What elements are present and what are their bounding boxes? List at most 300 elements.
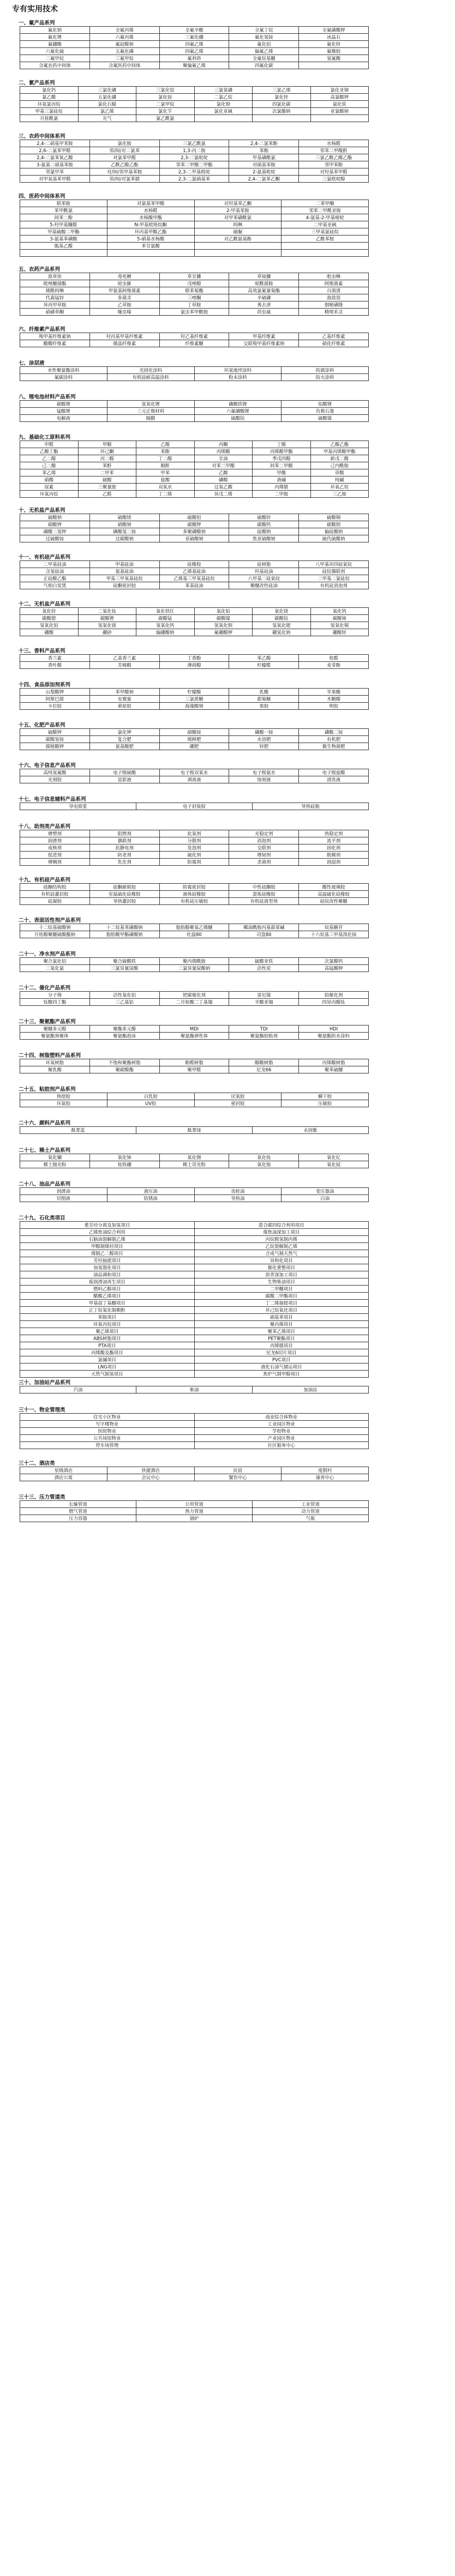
- table-cell: 羟乙基纤维素: [159, 333, 229, 340]
- table-row: [20, 689, 369, 696]
- table-row: [20, 147, 369, 154]
- table-cell: 甲基硅油: [89, 561, 159, 568]
- section-title: 二十六、颜料产品系列: [19, 1120, 71, 1126]
- table-cell: 对硝基苯胺: [229, 161, 299, 168]
- table-row: [20, 94, 369, 101]
- table-cell: 硼酸锌: [310, 629, 369, 636]
- table-cell: 硝酸钾: [20, 521, 90, 528]
- table-cell: 氯化铁: [310, 101, 369, 108]
- product-table: [20, 1126, 369, 1134]
- table-cell: 丁二烯: [136, 491, 195, 498]
- table-cell: 热熔胶: [20, 1093, 107, 1100]
- table-cell: 磷酸氢二铵: [89, 528, 159, 535]
- table-row: [20, 115, 369, 122]
- table-cell: 高氯酸钾: [310, 94, 369, 101]
- page-title: 专有实用技术: [12, 5, 58, 14]
- table-cell: 烯酰吗啉: [20, 287, 90, 294]
- table-cell: 氢氧化钙: [136, 622, 195, 629]
- table-cell: 丙烯腈: [253, 484, 311, 491]
- section-title: 十三、香料产品系列: [19, 648, 65, 654]
- table-cell: 活性氧化铝: [89, 992, 159, 999]
- table-cell: 对甲苯磺酰氯: [194, 214, 282, 221]
- table-row: [20, 1428, 369, 1435]
- table-cell: 流平剂: [299, 837, 369, 844]
- table-cell: 三氯乙烯: [253, 87, 311, 94]
- table-cell: 复合肥: [89, 736, 159, 743]
- table-cell: 硫酸锌: [229, 514, 299, 521]
- table-cell: 硝酸: [20, 476, 79, 484]
- table-row: [20, 1243, 369, 1250]
- table-cell: 硫化剂: [159, 852, 229, 859]
- table-cell: 含氟农药中间体: [20, 62, 90, 69]
- table-row: [20, 1474, 369, 1481]
- table-cell: 重芳烃分离及加氢项目: [20, 1222, 195, 1229]
- product-table: [20, 140, 369, 183]
- table-cell: 煤焦油深加工项目: [194, 1229, 369, 1236]
- product-table: [20, 200, 369, 257]
- table-cell: 水杨醛: [299, 140, 369, 147]
- table-cell: 三氟甲烷: [89, 55, 159, 62]
- table-cell: 动力管道: [253, 1508, 369, 1515]
- table-row: [20, 462, 369, 469]
- table-cell: 甲基叔丁基醚项目: [20, 1300, 195, 1307]
- table-cell: 二氧化钛: [78, 608, 136, 615]
- table-row: [20, 561, 369, 568]
- table-cell: 乳酸: [229, 689, 299, 696]
- table-cell: 对羟基苯甲醛: [299, 168, 369, 176]
- table-cell: 顺酐: [136, 462, 195, 469]
- table-cell: 吐温80: [159, 931, 229, 938]
- table-row: [20, 101, 369, 108]
- table-cell: 氧化镧: [20, 1154, 90, 1161]
- table-cell: 胍基乙酸: [20, 243, 107, 250]
- table-cell: 氢氧化锶: [253, 622, 311, 629]
- table-row: [20, 1467, 369, 1474]
- table-cell: 三唑酮: [159, 294, 229, 301]
- table-row: [20, 1127, 369, 1134]
- table-cell: 公共场馆物业: [20, 1435, 195, 1442]
- table-cell: 氟硼酸钾: [194, 629, 253, 636]
- table-cell: 写字楼物业: [20, 1421, 195, 1428]
- table-cell: 抗氧剂: [159, 830, 229, 837]
- table-row: [20, 484, 369, 491]
- table-row: [20, 891, 369, 898]
- table-cell: 乙二醇: [20, 455, 79, 462]
- table-cell: 三氯乙酰乙酸乙酯: [299, 154, 369, 161]
- table-cell: 隔膜: [107, 415, 194, 422]
- table-cell: 硅酮耐候胶: [89, 884, 159, 891]
- product-table: [20, 883, 369, 905]
- table-cell: 光刻胶: [20, 776, 90, 783]
- table-cell: 草铵膦: [229, 273, 299, 280]
- table-row: [20, 408, 369, 415]
- table-row: [20, 1335, 369, 1342]
- table-row: [20, 575, 369, 582]
- table-cell: 聚合氯化铝: [20, 958, 90, 965]
- table-cell: 硅酮密封胶: [89, 582, 159, 589]
- table-row: [20, 154, 369, 161]
- table-cell: 会议中心: [107, 1474, 194, 1481]
- table-cell: 盐酸: [136, 476, 195, 484]
- table-cell: 住宅小区物业: [20, 1414, 195, 1421]
- table-cell: 消泡剂: [229, 837, 299, 844]
- table-cell: 硫代硫酸钠: [299, 535, 369, 542]
- table-row: [20, 830, 369, 837]
- table-row: [20, 176, 369, 183]
- table-cell: 聚苯硫醚: [299, 1066, 369, 1073]
- table-row: [20, 898, 369, 905]
- table-cell: 2,4-二氯苯氧乙酸: [20, 154, 90, 161]
- table-cell: 1,3-丙二胺: [159, 147, 229, 154]
- table-row: [20, 852, 369, 859]
- table-cell: 商业综合体物业: [194, 1414, 369, 1421]
- table-cell: 碳酸锶: [20, 615, 79, 622]
- table-row: [20, 374, 369, 381]
- table-cell: 间苯二甲酸: [253, 462, 311, 469]
- table-cell: 氟橡胶: [299, 48, 369, 55]
- table-cell: 室温硫化硅橡胶: [89, 891, 159, 898]
- table-cell: 环己烷氧化项目: [194, 1307, 369, 1314]
- product-table: [20, 1221, 369, 1378]
- table-cell: 对氨基苯甲酸: [107, 200, 194, 207]
- table-cell: 间苯二酚: [20, 214, 107, 221]
- table-cell: 促进剂: [20, 852, 90, 859]
- product-table: [20, 924, 369, 938]
- table-cell: 氯乙酰氯: [136, 115, 195, 122]
- section-title: 五、农药产品系列: [19, 267, 61, 273]
- table-cell: 聚碳酸酯: [89, 1066, 159, 1073]
- table-cell: 光气: [78, 115, 136, 122]
- table-cell: 氟碳涂料: [20, 374, 107, 381]
- table-row: [20, 1508, 369, 1515]
- table-cell: 三甲基氯硅烷: [282, 228, 369, 236]
- table-cell: 不饱和聚酯树脂: [89, 1059, 159, 1066]
- section-title: 十六、电子信息产品系列: [19, 763, 76, 769]
- table-cell: 五氯化磷: [78, 94, 136, 101]
- table-row: [20, 108, 369, 115]
- table-cell: 酞菁蓝: [20, 1127, 136, 1134]
- table-cell: 戊唑醇: [159, 280, 229, 287]
- table-cell: 碳酸锂: [78, 615, 136, 622]
- table-cell: 聚酯多元醇: [89, 1025, 159, 1033]
- table-cell: 氧化铽: [299, 1161, 369, 1168]
- table-cell: 2-甲基苯胺: [194, 207, 282, 214]
- table-cell: 聚乙烯项目: [20, 1328, 195, 1335]
- table-cell: 液体硅橡胶: [159, 891, 229, 898]
- table-row: [20, 965, 369, 972]
- table-cell: 丙烷脱氢制丙烯: [194, 1236, 369, 1243]
- table-cell: 硅酮结构胶: [20, 884, 90, 891]
- table-cell: 混炼硅橡胶: [229, 891, 299, 898]
- table-cell: 度假村: [282, 1467, 369, 1474]
- table-cell: 硝酸钠: [89, 521, 159, 528]
- table-cell: 二甲基亚砜: [282, 221, 369, 228]
- table-cell: 十六烷基三甲基溴化铵: [299, 931, 369, 938]
- table-row: [20, 743, 369, 750]
- section-title: 十五、化肥产品系列: [19, 722, 65, 728]
- table-cell: 柠檬酸: [159, 689, 229, 696]
- table-cell: 氯化铵: [136, 94, 195, 101]
- table-cell: 活性炭: [229, 965, 299, 972]
- table-row: [20, 1286, 369, 1293]
- table-cell: 密封胶: [194, 1100, 282, 1107]
- section-title: 十二、无机盐产品系列: [19, 601, 71, 607]
- table-row: [20, 448, 369, 455]
- table-cell: 缓释肥: [159, 736, 229, 743]
- table-cell: 中性硅酮胶: [229, 884, 299, 891]
- table-row: [20, 287, 369, 294]
- table-row: [20, 999, 369, 1006]
- table-cell: 环氧氯丙烷: [20, 101, 79, 108]
- table-cell: 丁草胺: [159, 301, 229, 309]
- table-cell: 防火涂料: [282, 374, 369, 381]
- table-cell: 防霉密封胶: [159, 884, 229, 891]
- table-cell: 尼龙66: [229, 1066, 299, 1073]
- section-title: 二十二、催化产品系列: [19, 985, 71, 991]
- table-cell: 交联羧甲基纤维素钠: [229, 340, 299, 347]
- table-row: [20, 1154, 369, 1161]
- table-cell: 草甘膦: [159, 273, 229, 280]
- table-row: [20, 1307, 369, 1314]
- table-cell: 甲基三甲氧基硅烷: [89, 575, 159, 582]
- table-cell: 氧化锌: [20, 608, 79, 615]
- product-table: [20, 1025, 369, 1040]
- table-cell: 环氧胶: [20, 1100, 107, 1107]
- table-cell: 发泡剂: [159, 844, 229, 852]
- table-cell: 苯胺项目: [20, 1314, 195, 1321]
- table-row: [20, 992, 369, 999]
- table-cell: 甲基纤维素: [229, 333, 299, 340]
- table-cell: 甘油: [194, 455, 253, 462]
- table-cell: 蚀刻液: [229, 776, 299, 783]
- table-cell: 有机肥: [299, 736, 369, 743]
- table-cell: HDI: [299, 1025, 369, 1033]
- table-row: [20, 340, 369, 347]
- table-row: [20, 280, 369, 287]
- product-table: [20, 273, 369, 316]
- table-cell: 二甲胺: [253, 491, 311, 498]
- table-cell: 硅酸钠: [229, 528, 299, 535]
- table-cell: 茚虫威: [229, 309, 299, 316]
- table-cell: 电子封装胶: [136, 803, 253, 810]
- table-cell: 海藻酸钠: [159, 703, 229, 710]
- table-cell: 导电银浆: [20, 803, 136, 810]
- section-title: 九、基础化工原料系列: [19, 435, 71, 441]
- table-cell: 碳酸镍: [194, 615, 253, 622]
- table-cell: 百菌清: [299, 287, 369, 294]
- table-row: [20, 455, 369, 462]
- table-cell: 四氯化碳: [253, 101, 311, 108]
- table-cell: 柠檬醛: [229, 662, 299, 669]
- table-row: [20, 514, 369, 521]
- table-cell: 氟硅酸钠: [89, 41, 159, 48]
- table-cell: 碳酸钙: [229, 521, 299, 528]
- table-cell: 正丁烷氧化制顺酐: [20, 1307, 195, 1314]
- table-cell: 啶虫脒: [89, 280, 159, 287]
- table-row: [20, 200, 369, 207]
- table-cell: 羧甲基纤维素钠: [20, 333, 90, 340]
- table-cell: 甲氨基阿维菌素: [89, 287, 159, 294]
- table-row: [20, 1386, 369, 1393]
- table-cell: 氢氧化镁: [78, 622, 136, 629]
- table-cell: 五氟化磷: [89, 48, 159, 55]
- table-cell: 交联剂: [229, 844, 299, 852]
- table-row: [20, 608, 369, 615]
- table-cell: 硅凝胶: [20, 898, 90, 905]
- table-cell: 氢氧化锂: [107, 401, 194, 408]
- table-cell: 生物柴油项目: [194, 1278, 369, 1286]
- table-cell: 联苯菊酯: [159, 287, 229, 294]
- product-table: [20, 1154, 369, 1168]
- table-cell: 氧化铕: [229, 1161, 299, 1168]
- table-cell: PTA项目: [20, 1342, 195, 1349]
- table-cell: 六氟磷酸锂: [194, 408, 282, 415]
- table-cell: 环氧乙烷: [310, 484, 369, 491]
- table-cell: 芳烃抽提项目: [20, 1257, 195, 1264]
- table-row: [20, 776, 369, 783]
- table-row: [20, 1300, 369, 1307]
- table-cell: 稀土荧光粉: [159, 1161, 229, 1168]
- product-table: [20, 1467, 369, 1481]
- table-cell: 工业管道: [253, 1501, 369, 1508]
- table-cell: 环氧树脂: [20, 1059, 90, 1066]
- table-cell: 偶联剂: [89, 837, 159, 844]
- table-cell: 聚苯乙烯项目: [194, 1328, 369, 1335]
- table-cell: 硅树脂: [229, 561, 299, 568]
- table-cell: 氯化钾: [89, 729, 159, 736]
- table-cell: 邻/间/对二氯苯: [89, 147, 159, 154]
- table-cell: 丙酮: [194, 441, 253, 448]
- table-cell: 对羟基苯乙酮: [194, 200, 282, 207]
- table-cell: 聚偏氟乙烯: [159, 62, 229, 69]
- table-cell: 过碳酸钠: [89, 535, 159, 542]
- table-cell: 桂醛: [299, 655, 369, 662]
- table-cell: 芳樟醇: [89, 662, 159, 669]
- table-cell: 2-氨基吡啶: [229, 168, 299, 176]
- table-cell: 硫酸: [78, 476, 136, 484]
- table-cell: 香兰素: [20, 655, 90, 662]
- table-cell: 硼肥: [159, 743, 229, 750]
- table-row: [20, 1364, 369, 1371]
- table-cell: 微晶纤维素: [89, 340, 159, 347]
- table-row: [20, 924, 369, 931]
- table-cell: 三氟化硼: [159, 34, 229, 41]
- table-cell: 磷酸铁锂: [194, 401, 282, 408]
- table-cell: 碳酸锂: [20, 401, 107, 408]
- table-cell: 产业园区物业: [194, 1435, 369, 1442]
- section-title: 二十三、聚氨酯产品系列: [19, 1019, 76, 1025]
- table-cell: 丙烯酸: [194, 448, 253, 455]
- section-title: 八、锂电池材料产品系列: [19, 394, 76, 400]
- table-cell: 长输管道: [20, 1501, 136, 1508]
- table-cell: 磷酸: [194, 476, 253, 484]
- table-cell: 阻燃剂: [89, 830, 159, 837]
- table-cell: 氯乙酸: [20, 94, 79, 101]
- table-cell: 苯酐: [78, 462, 136, 469]
- table-cell: 稀土抛光粉: [20, 1161, 90, 1168]
- table-cell: 润滑剂: [20, 837, 90, 844]
- table-cell: 水杨酸甲酯: [107, 214, 194, 221]
- table-cell: 苹果酸: [299, 689, 369, 696]
- table-cell: 铂催化剂: [299, 992, 369, 999]
- table-cell: 氧化镁: [253, 608, 311, 615]
- table-cell: 三氯蔗糖: [159, 696, 229, 703]
- table-cell: 电子级双氧水: [159, 769, 229, 776]
- table-cell: 硼氢化钠: [253, 629, 311, 636]
- table-cell: 苯甲酸钠: [89, 689, 159, 696]
- table-cell: 3-氨基二硝基苯胺: [20, 161, 90, 168]
- table-cell: 邻/间/对氯苯腈: [89, 176, 159, 183]
- table-cell: 多聚磷酸钠: [159, 528, 229, 535]
- table-cell: 硅烷偶联剂: [299, 568, 369, 575]
- table-cell: 合成气制天然气: [194, 1250, 369, 1257]
- table-cell: 润滑油: [20, 1188, 107, 1195]
- table-cell: 氟化锂: [20, 34, 90, 41]
- table-cell: 四异丙醇钛: [299, 999, 369, 1006]
- table-cell: 丙烯腈项目: [194, 1342, 369, 1349]
- table-cell: 氟化氢铵: [229, 34, 299, 41]
- table-row: [20, 1414, 369, 1421]
- table-cell: 成核剂: [20, 844, 90, 852]
- table-row: [20, 729, 369, 736]
- table-row: [20, 294, 369, 301]
- table-row: [20, 1264, 369, 1271]
- table-cell: 亚硫酸钠: [159, 535, 229, 542]
- product-table: [20, 607, 369, 636]
- table-cell: [253, 115, 311, 122]
- product-table: [20, 514, 369, 542]
- table-cell: 氧化铈: [89, 1154, 159, 1161]
- table-cell: UV胶: [107, 1100, 194, 1107]
- section-title: 二十四、树脂塑料产品系列: [19, 1053, 81, 1059]
- table-cell: 代森锰锌: [20, 294, 90, 301]
- table-cell: 邻苯二甲酰亚胺: [282, 207, 369, 214]
- table-cell: 苯酚: [229, 147, 299, 154]
- table-cell: 乙基香兰素: [89, 655, 159, 662]
- table-row: [20, 1515, 369, 1522]
- table-row: [20, 884, 369, 891]
- section-title: 二、氯产品系列: [19, 80, 55, 86]
- table-cell: 丁香酚: [159, 655, 229, 662]
- table-cell: 乙酸乙酯: [310, 441, 369, 448]
- table-cell: 甲醇制烯烃项目: [20, 1243, 195, 1250]
- table-cell: 停车场管理: [20, 1442, 195, 1449]
- table-cell: 聚氨酯防水涂料: [299, 1033, 369, 1040]
- product-table: [20, 1059, 369, 1073]
- table-cell: 脂肪酸甲酯磺酸钠: [89, 931, 159, 938]
- product-table: [20, 803, 369, 810]
- table-cell: 脱模剂: [299, 852, 369, 859]
- table-cell: 二月桂酸二丁基锡: [159, 999, 229, 1006]
- table-cell: 硝化纤维素: [299, 340, 369, 347]
- table-cell: 烟嘧磺隆: [299, 301, 369, 309]
- table-cell: 安赛蜜: [89, 696, 159, 703]
- table-cell: 电解液: [20, 415, 107, 422]
- table-cell: 焦亚硫酸钠: [229, 535, 299, 542]
- product-table: [20, 366, 369, 381]
- table-cell: 电子级盐酸: [299, 769, 369, 776]
- table-row: [20, 228, 369, 236]
- table-cell: 导热灌封胶: [89, 898, 159, 905]
- table-cell: 脂肪醇聚氧乙烯醚: [159, 924, 229, 931]
- table-cell: 羟基硅油: [229, 568, 299, 575]
- table-cell: 乙酰苯胺: [282, 236, 369, 243]
- table-cell: 二甲基二氯硅烷: [299, 575, 369, 582]
- table-cell: 微生物菌肥: [299, 743, 369, 750]
- table-cell: 快捷酒店: [107, 1467, 194, 1474]
- table-cell: 氧化钕: [229, 1154, 299, 1161]
- table-cell: [282, 243, 369, 250]
